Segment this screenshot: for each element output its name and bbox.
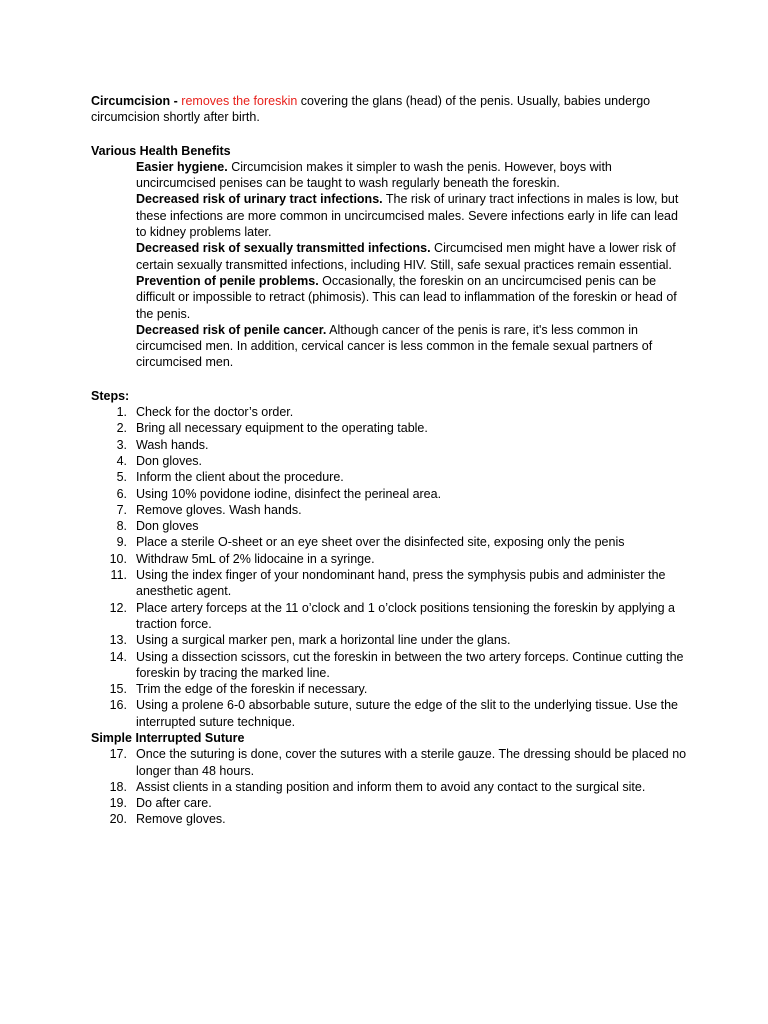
- step-item: [91, 600, 691, 633]
- benefit-title: Easier hygiene.: [136, 159, 228, 174]
- step-text: Using a dissection scissors, cut the foreskin in between the two artery forceps. Continue cutting the foreskin by tracing the marked line.: [136, 649, 684, 680]
- benefits-list: [136, 159, 691, 371]
- step-number: 12.: [109, 600, 127, 615]
- document-page: [91, 93, 691, 828]
- step-item: [91, 518, 691, 534]
- step-text: Do after care.: [136, 796, 212, 811]
- step-number: 7.: [116, 502, 127, 517]
- intro-highlight: removes the foreskin: [181, 94, 298, 108]
- step-text: Place a sterile O-sheet or an eye sheet over the disinfected site, exposing only the penis: [136, 535, 625, 550]
- step-item: [91, 811, 691, 827]
- step-text: Remove gloves.: [136, 812, 226, 827]
- step-item: [91, 551, 691, 567]
- step-item: [91, 486, 691, 502]
- step-item: [91, 746, 691, 779]
- step-text: Place artery forceps at the 11 o’clock and 1 o’clock positions tensioning the foreskin by applying a traction force.: [136, 600, 675, 631]
- benefit-title: Prevention of penile problems.: [136, 273, 319, 288]
- step-item: [91, 502, 691, 518]
- intro-term: Circumcision: [91, 94, 171, 108]
- step-number: 16.: [109, 698, 127, 713]
- benefit-text: Although cancer of the penis is rare, it's less common in circumcised men. In addition, cervical cancer is less common in the female sexual partners of circumcised men.: [136, 322, 653, 370]
- step-number: 18.: [109, 779, 127, 794]
- step-text: Check for the doctor’s order.: [136, 405, 294, 420]
- step-number: 13.: [109, 633, 127, 648]
- intro-rest: covering the glans (head) of the penis. Usually, babies undergo circumcision shortly after birth.: [91, 94, 651, 125]
- suture-subheading: Simple Interrupted Suture: [91, 730, 245, 745]
- step-text: Using 10% povidone iodine, disinfect the perineal area.: [136, 486, 442, 501]
- step-number: 6.: [116, 486, 127, 501]
- step-number: 2.: [116, 421, 127, 436]
- step-number: 9.: [116, 535, 127, 550]
- step-text: Wash hands.: [136, 437, 209, 452]
- step-item: [91, 697, 691, 730]
- intro-paragraph: [91, 93, 691, 126]
- steps-heading: Steps:: [91, 388, 130, 403]
- step-item: [91, 469, 691, 485]
- benefit-title: Decreased risk of penile cancer.: [136, 322, 327, 337]
- step-number: 20.: [109, 812, 127, 827]
- step-item: [91, 632, 691, 648]
- benefit-title: Decreased risk of sexually transmitted infections.: [136, 241, 431, 256]
- step-number: 17.: [109, 747, 127, 762]
- step-number: 1.: [116, 405, 127, 420]
- step-number: 3.: [116, 437, 127, 452]
- step-item: [91, 404, 691, 420]
- step-text: Using a prolene 6-0 absorbable suture, suture the edge of the slit to the underlying tissue. Use the interrupted suture technique.: [136, 698, 678, 729]
- step-number: 10.: [109, 551, 127, 566]
- benefit-item: [136, 159, 691, 192]
- step-item: [91, 420, 691, 436]
- step-text: Bring all necessary equipment to the operating table.: [136, 421, 428, 436]
- step-item: [91, 567, 691, 600]
- step-item: [91, 795, 691, 811]
- step-number: 19.: [109, 796, 127, 811]
- step-text: Assist clients in a standing position and inform them to avoid any contact to the surgical site.: [136, 779, 646, 794]
- step-number: 8.: [116, 519, 127, 534]
- step-number: 15.: [109, 682, 127, 697]
- benefit-item: [136, 322, 691, 371]
- benefit-item: [136, 273, 691, 322]
- step-item: [91, 437, 691, 453]
- benefits-heading: Various Health Benefits: [91, 143, 231, 158]
- intro-dash: -: [170, 94, 182, 108]
- steps-list-b: [91, 746, 691, 827]
- benefit-text: Occasionally, the foreskin on an uncircumcised penis can be difficult or impossible to retract (phimosis). This can lead to inflammation of the foreskin or head of the penis.: [136, 273, 677, 321]
- step-item: [91, 649, 691, 682]
- step-item: [91, 681, 691, 697]
- step-text: Inform the client about the procedure.: [136, 470, 344, 485]
- benefit-text: Circumcised men might have a lower risk of certain sexually transmitted infections, including HIV. Still, safe sexual practices remain essential.: [136, 241, 676, 272]
- step-text: Don gloves.: [136, 453, 203, 468]
- step-item: [91, 453, 691, 469]
- benefit-text: The risk of urinary tract infections in males is low, but these infections are more common in uncircumcised males. Severe infections early in life can lead to kidney problems later.: [136, 192, 679, 240]
- steps-list-a: [91, 404, 691, 730]
- benefit-item: [136, 191, 691, 240]
- step-text: Once the suturing is done, cover the sutures with a sterile gauze. The dressing should be placed no longer than 48 hours.: [136, 747, 687, 778]
- step-text: Don gloves: [136, 519, 199, 534]
- step-number: 5.: [116, 470, 127, 485]
- step-text: Withdraw 5mL of 2% lidocaine in a syringe.: [136, 551, 375, 566]
- benefit-text: Circumcision makes it simpler to wash the penis. However, boys with uncircumcised penises can be taught to wash regularly beneath the foreskin.: [136, 159, 612, 191]
- step-item: [91, 534, 691, 550]
- benefit-title: Decreased risk of urinary tract infections.: [136, 192, 383, 207]
- step-text: Using a surgical marker pen, mark a horizontal line under the glans.: [136, 633, 511, 648]
- step-text: Using the index finger of your nondominant hand, press the symphysis pubis and administer the anesthetic agent.: [136, 568, 666, 599]
- step-text: Remove gloves. Wash hands.: [136, 502, 302, 517]
- step-number: 4.: [116, 453, 127, 468]
- step-item: [91, 779, 691, 795]
- step-number: 14.: [109, 649, 127, 664]
- step-text: Trim the edge of the foreskin if necessary.: [136, 682, 368, 697]
- benefit-item: [136, 240, 691, 273]
- step-number: 11.: [110, 568, 127, 583]
